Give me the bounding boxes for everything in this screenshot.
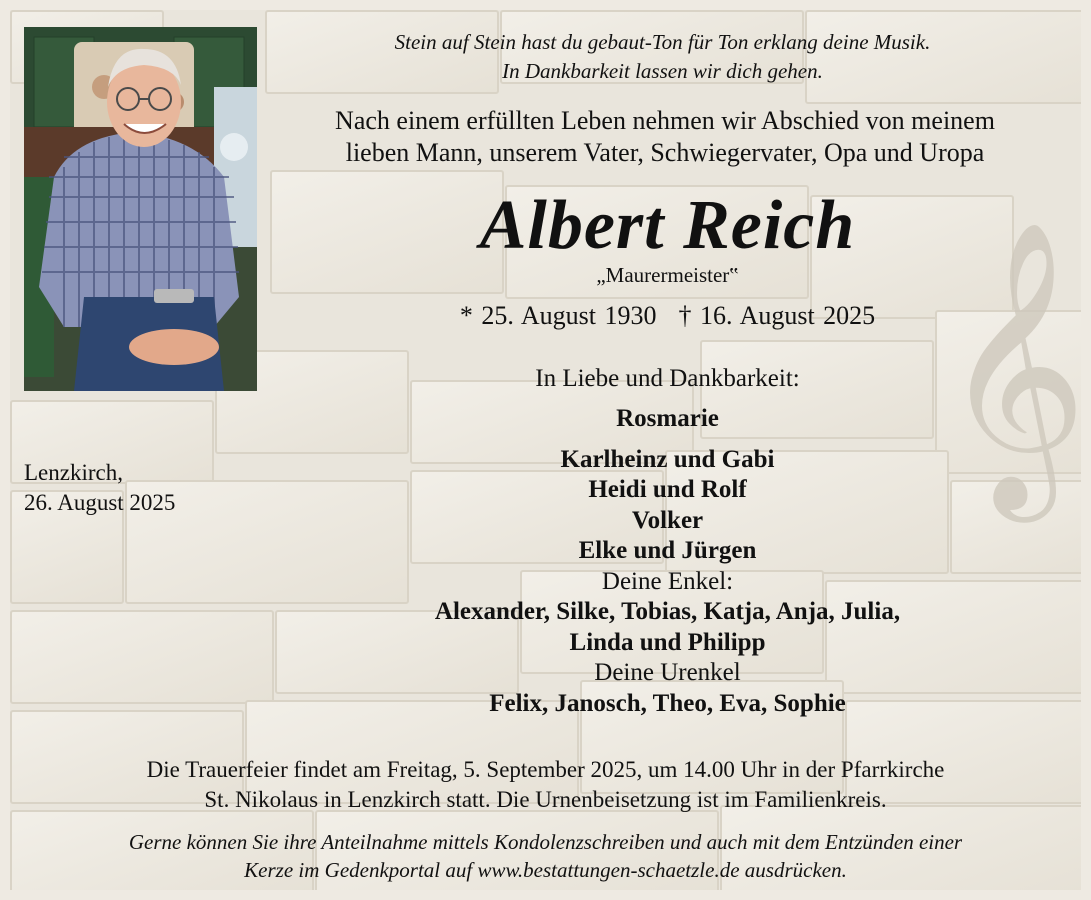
svg-text:𝄞: 𝄞 [940, 218, 1088, 509]
place-and-date [24, 458, 175, 518]
motto [290, 28, 1035, 86]
spouse-name: Rosmarie [616, 405, 719, 432]
life-dates [290, 300, 1045, 332]
child-entry: Karlheinz und Gabi [560, 445, 775, 473]
family-list [290, 404, 1045, 719]
stone [10, 610, 274, 704]
place: Lenzkirch, [24, 460, 123, 485]
great-grandchildren-label: Deine Urenkel [594, 659, 741, 686]
intro-line-2: lieben Mann, unserem Vater, Schwiegervater, Opa und Uropa [345, 138, 985, 167]
deceased-profession: „Maurermeister‟ [596, 263, 739, 287]
service-line-2: St. Nikolaus in Lenzkirch statt. Die Urnenbeisetzung ist im Familienkreis. [204, 787, 887, 812]
service-line-1: Die Trauerfeier findet am Freitag, 5. September 2025, um 14.00 Uhr in der Pfarrkirche [146, 757, 945, 782]
portrait-photo [24, 27, 257, 391]
child-entry: Volker [631, 506, 704, 534]
mourners-heading: In Liebe und Dankbarkeit: [535, 365, 800, 392]
motto-line-1: Stein auf Stein hast du gebaut-Ton für Ton erklang deine Musik. [394, 30, 931, 54]
intro-text [270, 105, 1060, 169]
deceased-name: Albert Reich [479, 187, 856, 264]
death-date: † 16. August 2025 [678, 301, 876, 330]
notice-date: 26. August 2025 [24, 490, 176, 515]
condolence-line-1: Gerne können Sie ihre Anteilnahme mittels Kondolenzschreiben und auch mit dem Entzünden einer [128, 830, 963, 854]
service-info [20, 755, 1071, 815]
birth-date: * 25. August 1930 [459, 301, 657, 330]
grandchildren-line-1: Alexander, Silke, Tobias, Katja, Anja, Julia, [434, 598, 901, 625]
grandchildren-line-2: Linda und Philipp [569, 628, 766, 656]
condolence-note [20, 828, 1071, 884]
child-entry: Heidi und Rolf [588, 476, 747, 503]
intro-line-1: Nach einem erfüllten Leben nehmen wir Abschied von meinem [335, 106, 995, 135]
condolence-line-2: Kerze im Gedenkportal auf www.bestattungen-schaetzle.de ausdrücken. [244, 858, 847, 882]
grandchildren-label: Deine Enkel: [601, 567, 734, 595]
great-grandchildren-names: Felix, Janosch, Theo, Eva, Sophie [489, 689, 846, 717]
motto-line-2: In Dankbarkeit lassen wir dich gehen. [502, 59, 823, 83]
portrait-illustration [24, 27, 257, 391]
child-entry: Elke und Jürgen [578, 537, 757, 564]
